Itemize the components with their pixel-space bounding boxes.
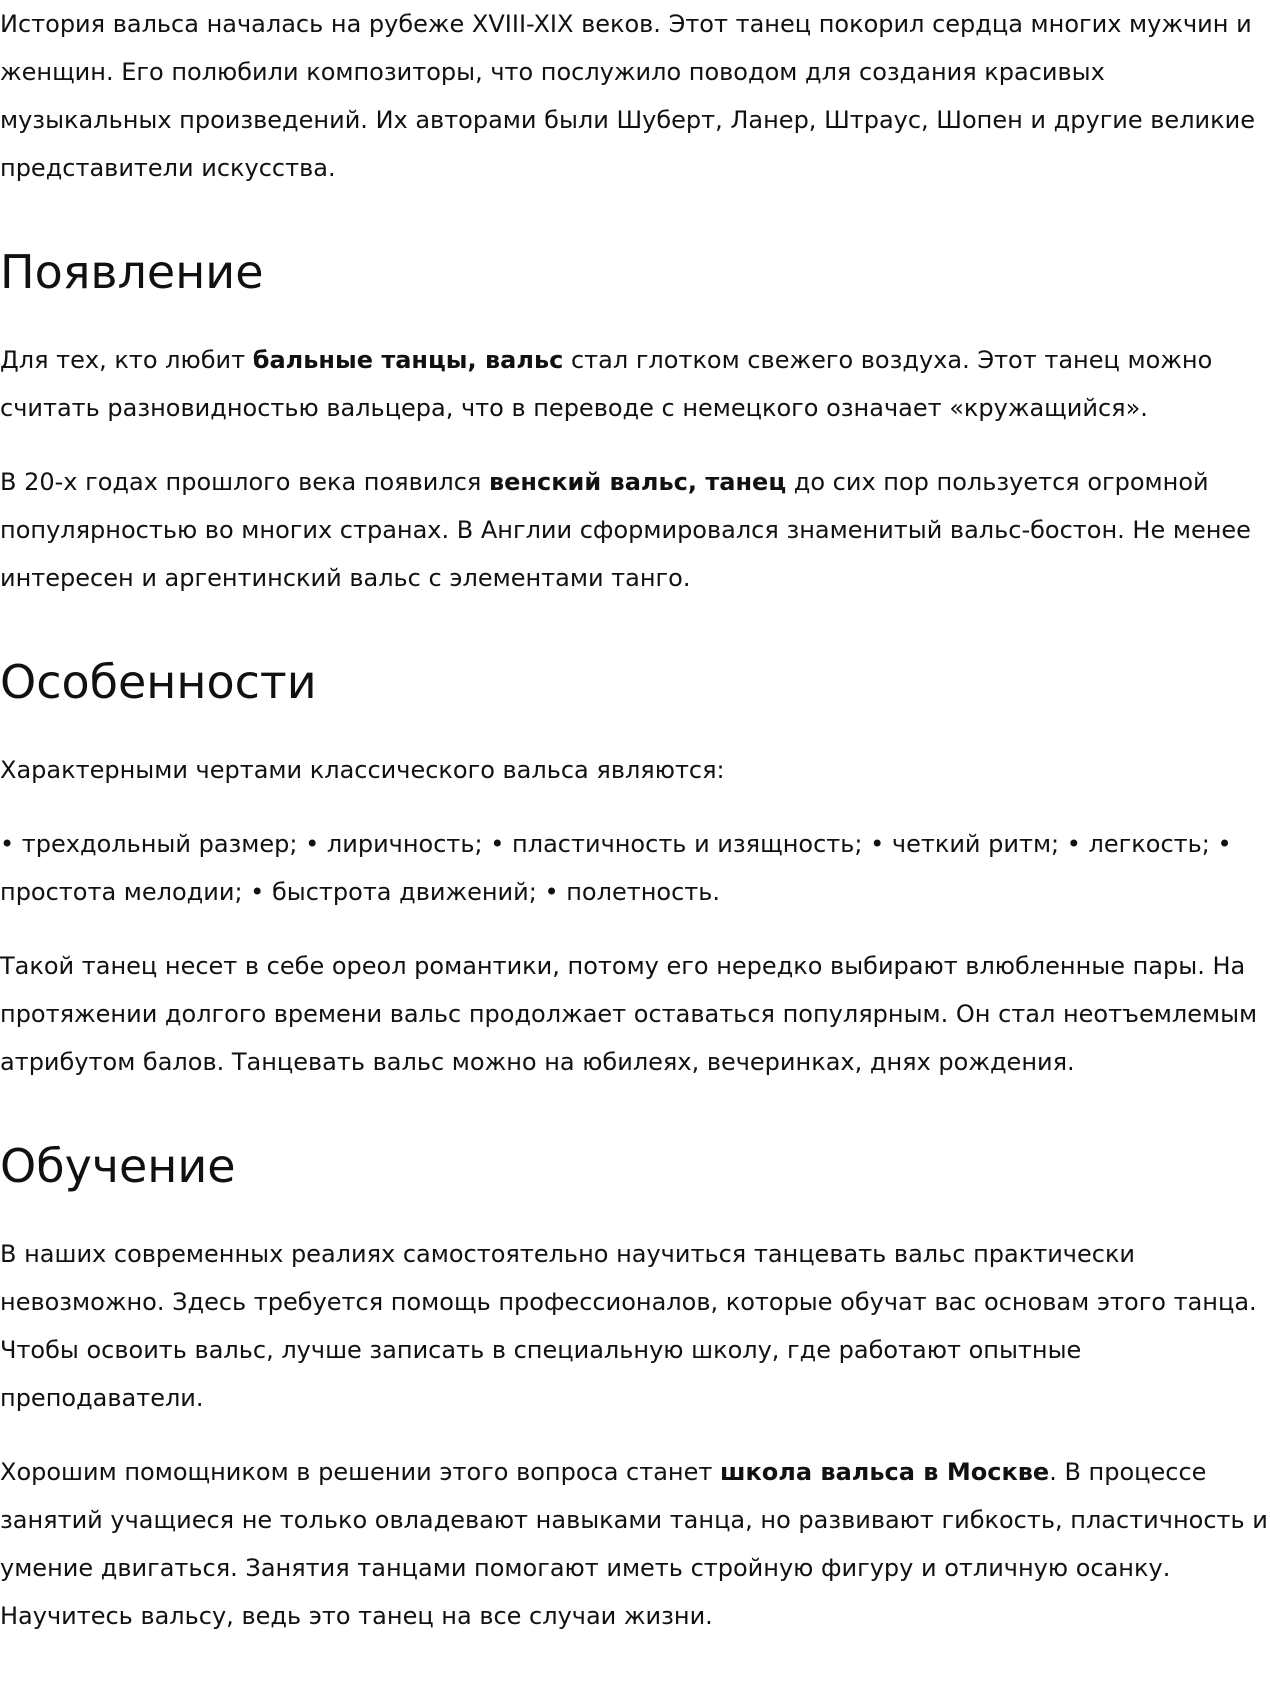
appearance-p2-text-before: В 20-х годах прошлого века появился	[0, 468, 489, 496]
appearance-paragraph-1	[0, 336, 1268, 432]
features-list-paragraph: • трехдольный размер; • лиричность; • пластичность и изящность; • четкий ритм; • легкость; • простота мелодии; • быстрота движений; • полетность.	[0, 830, 1232, 906]
appearance-paragraph-2	[0, 458, 1268, 602]
features-paragraph-3: Такой танец несет в себе ореол романтики, потому его нередко выбирают влюбленные пары. На протяжении долгого времени вальс продолжает оставаться популярным. Он стал неотъемлемым атрибутом балов. Танцевать вальс можно на юбилеях, вечеринках, днях рождения.	[0, 952, 1258, 1076]
learning-paragraph-2	[0, 1448, 1268, 1640]
appearance-p2-bold: венский вальс, танец	[488, 468, 787, 496]
learning-paragraph-1: В наших современных реалиях самостоятельно научиться танцевать вальс практически невозможно. Здесь требуется помощь профессионалов, которые обучат вас основам этого танца. Чтобы освоить вальс, лучше записать в специальную школу, где работают опытные преподаватели.	[0, 1240, 1257, 1412]
learning-p2-bold: школа вальса в Москве	[720, 1458, 1050, 1486]
appearance-p2-text-after: до сих пор пользуется огромной популярностью во многих странах. В Англии сформировался знаменитый вальс-бостон. Не менее интересен и аргентинский вальс с элементами танго.	[0, 468, 1251, 592]
learning-p2-text-before: Хорошим помощником в решении этого вопроса станет	[0, 1458, 720, 1486]
intro-paragraph: История вальса началась на рубеже XVIII-XIX веков. Этот танец покорил сердца многих мужчин и женщин. Его полюбили композиторы, что послужило поводом для создания красивых музыкальных произведений. Их авторами были Шуберт, Ланер, Штраус, Шопен и другие великие представители искусства.	[0, 10, 1255, 182]
appearance-p1-bold: бальные танцы, вальс	[252, 346, 564, 374]
appearance-p1-text-after: стал глотком свежего воздуха. Этот танец можно считать разновидностью вальцера, что в переводе с немецкого означает «кружащийся».	[0, 346, 1213, 422]
learning-p2-text-after: . В процессе занятий учащиеся не только овладевают навыками танца, но развивают гибкость, пластичность и умение двигаться. Занятия танцами помогают иметь стройную фигуру и отличную осанку. Научитесь вальсу, ведь это танец на все случаи жизни.	[0, 1458, 1268, 1630]
features-paragraph-1: Характерными чертами классического вальса являются:	[0, 756, 725, 784]
section-heading-features: Особенности	[0, 655, 317, 709]
section-heading-learning: Обучение	[0, 1139, 236, 1193]
appearance-p1-text-before: Для тех, кто любит	[0, 346, 253, 374]
section-heading-appearance: Появление	[0, 245, 264, 299]
